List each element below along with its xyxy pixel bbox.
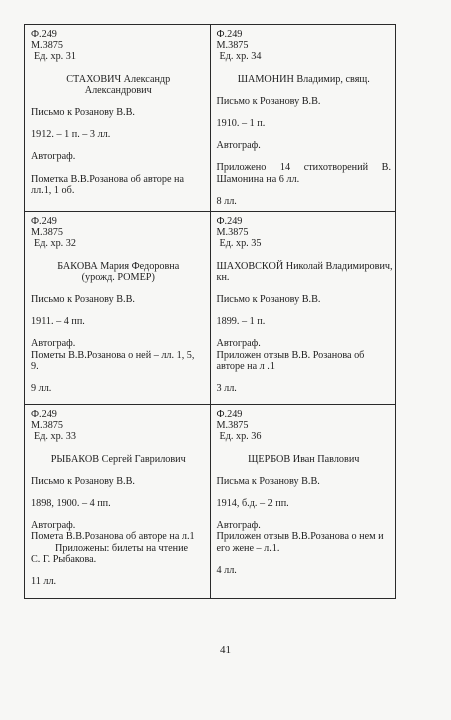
document-date: 1898, 1900. – 4 пп. <box>31 498 111 510</box>
author-name: ШАХОВСКОЙ Николай Владимирович, <box>216 260 393 272</box>
document-description: Письмо к Розанову В.В. <box>216 294 321 306</box>
fond-number: Ф.249 <box>31 216 57 228</box>
storage-unit: Ед. хр. 34 <box>219 51 262 63</box>
document-description: Письмо к Розанову В.В. <box>31 107 135 119</box>
fond-number: Ф.249 <box>216 29 243 40</box>
fond-number: Ф.249 <box>31 29 57 40</box>
catalog-card <box>210 25 396 212</box>
remark-line: Пометы В.В.Розанова о ней – лл. 1, 5, <box>31 349 195 361</box>
storage-unit: Ед. хр. 35 <box>219 238 262 250</box>
inventory-number: М.3875 <box>216 227 249 239</box>
fond-number: Ф.249 <box>216 409 243 421</box>
inventory-number: М.3875 <box>31 40 63 52</box>
document-description: Письма к Розанову В.В. <box>216 475 320 487</box>
sheet-count: 8 лл. <box>216 195 237 207</box>
storage-unit: Ед. хр. 32 <box>34 238 76 250</box>
remark-line: лл.1, 1 об. <box>31 184 75 196</box>
document-date: 1911. – 4 пп. <box>31 316 85 328</box>
author-name: РЫБАКОВ Сергей Гаврилович <box>50 453 186 465</box>
author-name: БАКОВА Мария Федоровна <box>57 260 180 272</box>
page-number: 41 <box>220 644 231 656</box>
autograph-note: Автограф. <box>31 338 76 350</box>
remark-line: Приложены: билеты на чтение <box>55 542 189 554</box>
document-description: Письмо к Розанову В.В. <box>31 475 135 487</box>
remark-line: авторе на л .1 <box>216 360 275 372</box>
document-date: 1914, б.д. – 2 пп. <box>216 498 289 510</box>
sheet-count: 4 лл. <box>216 564 237 576</box>
catalog-card <box>25 212 211 405</box>
inventory-number: М.3875 <box>31 420 63 432</box>
sheet-count: 9 лл. <box>31 383 52 395</box>
remark-line: С. Г. Рыбакова. <box>31 553 97 565</box>
author-name: СТАХОВИЧ Александр <box>66 73 171 85</box>
autograph-note: Автограф. <box>216 140 261 152</box>
catalog-card <box>210 405 396 599</box>
author-name: ЩЕРБОВ Иван Павлович <box>248 453 360 465</box>
autograph-note: Автограф. <box>31 520 76 532</box>
document-date: 1912. – 1 п. – 3 лл. <box>31 129 111 141</box>
remark-line: Помета В.В.Розанова об авторе на л.1 <box>31 531 195 543</box>
catalog-cards-table <box>24 24 396 599</box>
remark-line: Приложено 14 стихотворений В. <box>216 162 391 174</box>
author-name: ШАМОНИН Владимир, свящ. <box>237 73 370 85</box>
catalog-card <box>210 212 396 405</box>
author-name-cont: кн. <box>216 271 230 283</box>
autograph-note: Автограф. <box>216 520 261 532</box>
autograph-note: Автограф. <box>31 151 76 163</box>
inventory-number: М.3875 <box>216 40 249 52</box>
document-date: 1910. – 1 п. <box>216 118 266 130</box>
remark-line: Приложен отзыв В.В.Розанова о нем и <box>216 531 384 543</box>
remark-line: Шамонина на 6 лл. <box>216 173 300 185</box>
remark-line: 9. <box>31 360 39 372</box>
fond-number: Ф.249 <box>31 409 57 421</box>
sheet-count: 11 лл. <box>31 576 57 588</box>
document-date: 1899. – 1 п. <box>216 316 266 328</box>
sheet-count: 3 лл. <box>216 383 237 395</box>
remark-line: его жене – л.1. <box>216 542 280 554</box>
author-name-cont: Александрович <box>84 84 152 96</box>
catalog-card <box>25 405 211 599</box>
inventory-number: М.3875 <box>31 227 63 239</box>
document-description: Письмо к Розанову В.В. <box>31 294 135 306</box>
catalog-card <box>25 25 211 212</box>
author-name-cont: (урожд. РОМЕР) <box>81 271 155 283</box>
document-description: Письмо к Розанову В.В. <box>216 95 321 107</box>
storage-unit: Ед. хр. 36 <box>219 431 262 443</box>
inventory-number: М.3875 <box>216 420 249 432</box>
remark-line: Пометка В.В.Розанова об авторе на <box>31 173 185 185</box>
storage-unit: Ед. хр. 31 <box>34 51 76 63</box>
remark-line: Приложен отзыв В.В. Розанова об <box>216 349 365 361</box>
storage-unit: Ед. хр. 33 <box>34 431 76 443</box>
autograph-note: Автограф. <box>216 338 261 350</box>
fond-number: Ф.249 <box>216 216 243 228</box>
